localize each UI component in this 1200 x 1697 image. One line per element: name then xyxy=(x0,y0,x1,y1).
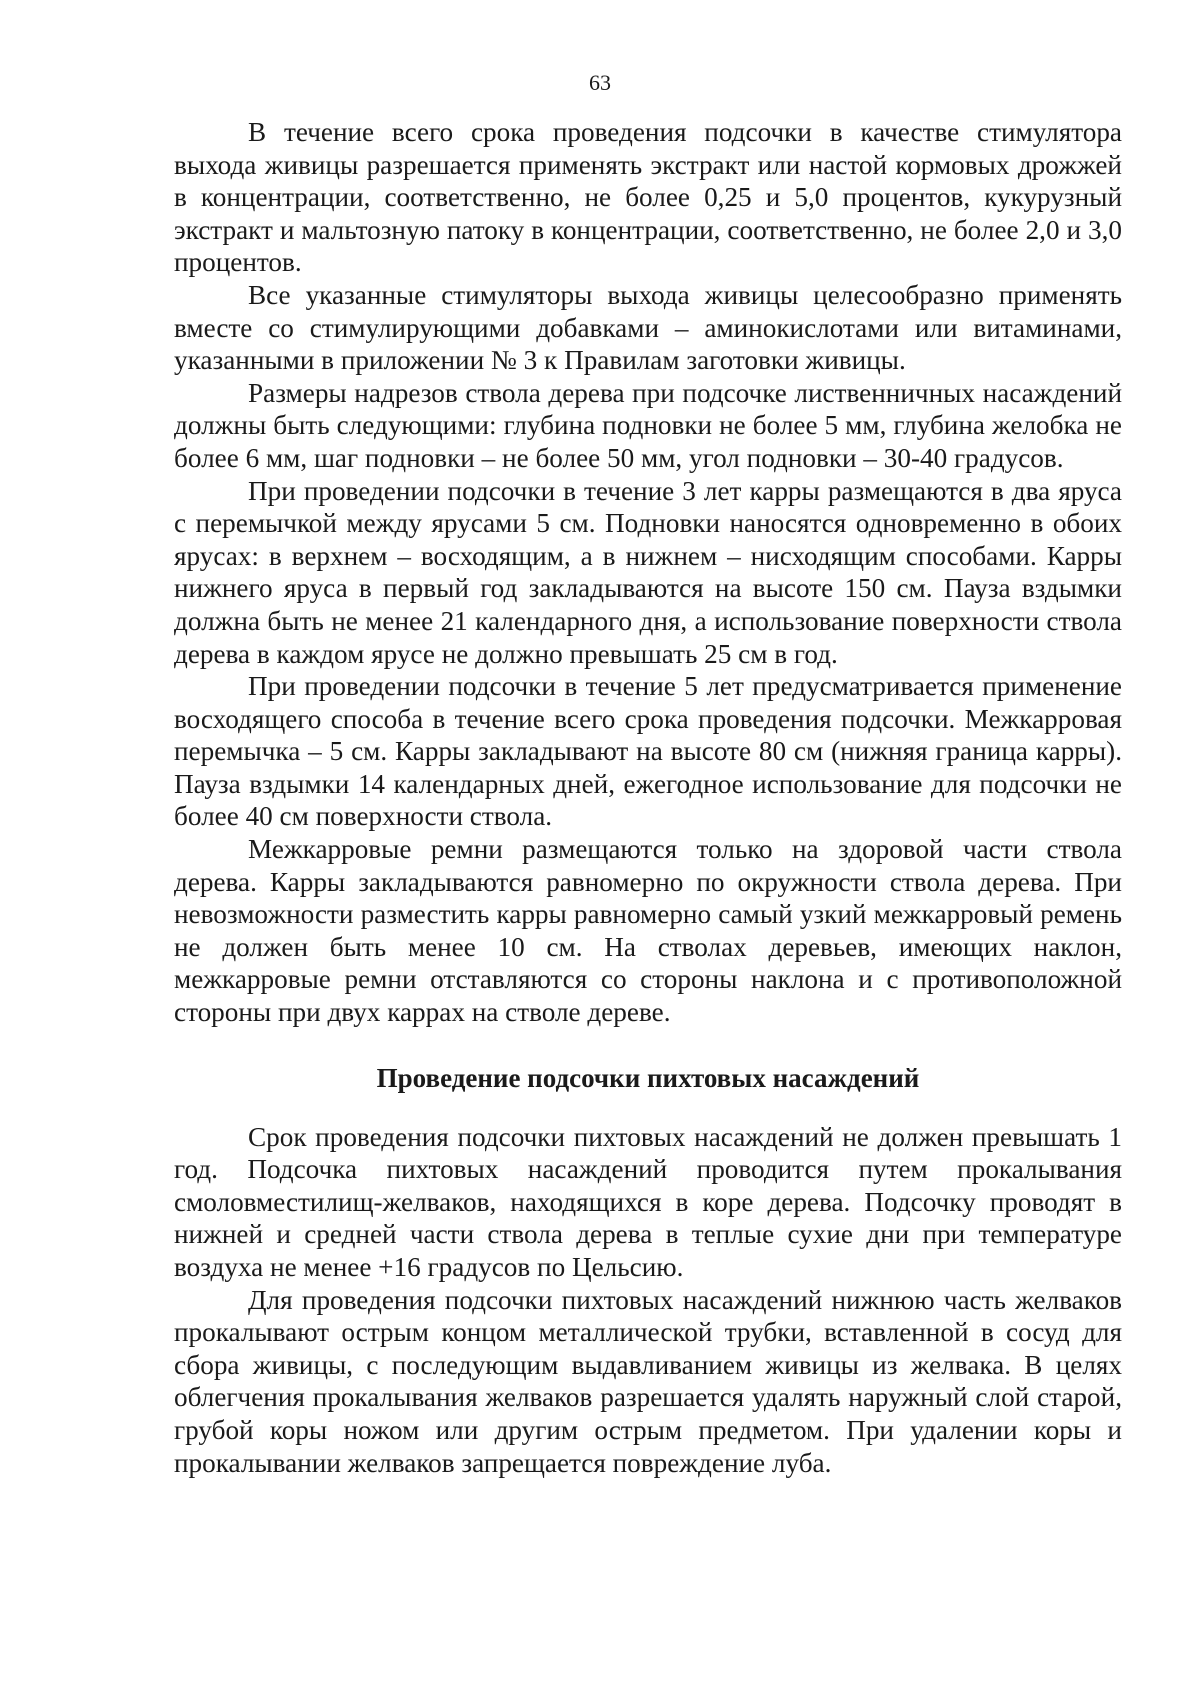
paragraph: При проведении подсочки в течение 5 лет предусматривается применение восходящего способа в течение всего срока проведения подсочки. Межкарровая перемычка – 5 см. Карры закладывают на высоте 80 см (нижняя граница карры). Пауза вздымки 14 календарных дней, ежегодное использование для подсочки не более 40 см поверхности ствола. xyxy=(174,671,1122,832)
page-number: 63 xyxy=(589,70,611,95)
document-body xyxy=(174,116,1122,1479)
section-heading: Проведение подсочки пихтовых насаждений xyxy=(376,1062,920,1093)
paragraph: При проведении подсочки в течение 3 лет карры размещаются в два яруса с перемычкой между ярусами 5 см. Подновки наносятся одновременно в обоих ярусах: в верхнем – восходящим, а в нижнем – нисходящим способами. Карры нижнего яруса в первый год закладываются на высоте 150 см. Пауза вздымки должна быть не менее 21 календарного дня, а использование поверхности ствола дерева в каждом ярусе не должно превышать 25 см в год. xyxy=(174,475,1122,669)
paragraph: Межкарровые ремни размещаются только на здоровой части ствола дерева. Карры закладываются равномерно по окружности ствола дерева. При невозможности разместить карры равномерно самый узкий межкарровый ремень не должен быть менее 10 см. На стволах деревьев, имеющих наклон, межкарровые ремни отставляются со стороны наклона и с противоположной стороны при двух каррах на стволе дереве. xyxy=(174,834,1122,1028)
paragraph: Срок проведения подсочки пихтовых насаждений не должен превышать 1 год. Подсочка пихтовых насаждений проводится путем прокалывания смоловместилищ-желваков, находящихся в коре дерева. Подсочку проводят в нижней и средней части ствола дерева в теплые сухие дни при температуре воздуха не менее +16 градусов по Цельсию. xyxy=(174,1121,1122,1282)
paragraph: Размеры надрезов ствола дерева при подсочке лиственничных насаждений должны быть следующими: глубина подновки не более 5 мм, глубина желобка не более 6 мм, шаг подновки – не более 50 мм, угол подновки – 30-40 градусов. xyxy=(174,377,1122,473)
paragraph: Все указанные стимуляторы выхода живицы целесообразно применять вместе со стимулирующими добавками – аминокислотами или витаминами, указанными в приложении № 3 к Правилам заготовки живицы. xyxy=(174,279,1122,376)
paragraph: Для проведения подсочки пихтовых насаждений нижнюю часть желваков прокалывают острым концом металлической трубки, вставленной в сосуд для сбора живицы, с последующим выдавливанием живицы из желвака. В целях облегчения прокалывания желваков разрешается удалять наружный слой старой, грубой коры ножом или другим острым предметом. При удалении коры и прокалывании желваков запрещается повреждение луба. xyxy=(174,1284,1122,1478)
paragraph: В течение всего срока проведения подсочки в качестве стимулятора выхода живицы разрешается применять экстракт или настой кормовых дрожжей в концентрации, соответственно, не более 0,25 и 5,0 процентов, кукурузный экстракт и мальтозную патоку в концентрации, соответственно, не более 2,0 и 3,0 процентов. xyxy=(174,117,1122,278)
